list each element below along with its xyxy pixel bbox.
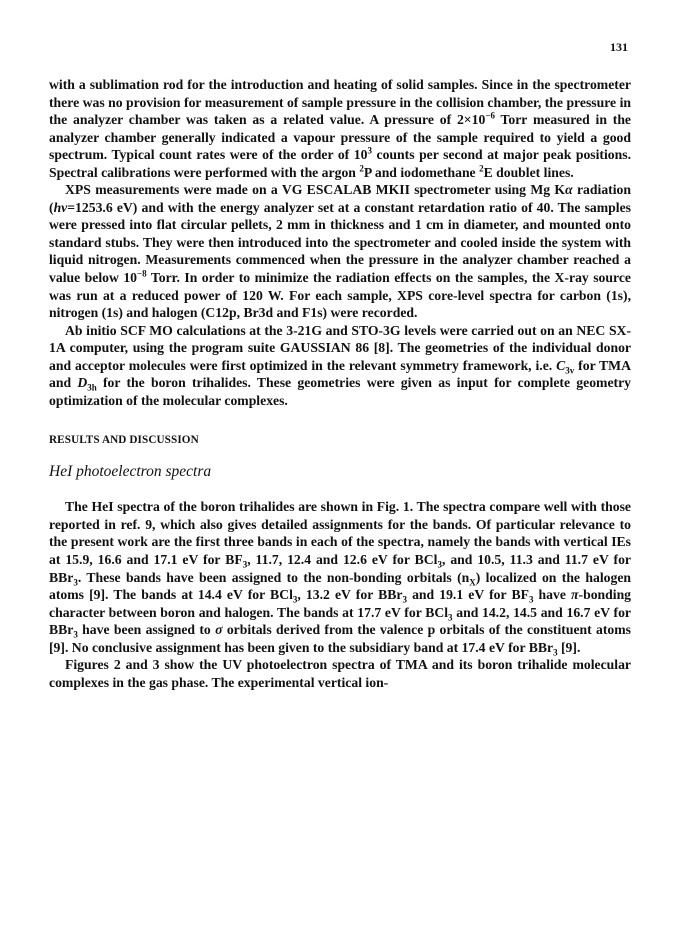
article-body <box>49 76 631 691</box>
paragraph-experimental-pes: with a sublimation rod for the introduction and heating of solid samples. Since in the spectrometer there was no provision for measurement of sample pressure in the collision chamber, the pressure in the analyzer chamber was taken as a related value. A pressure of $2\times 10^{-6}$ Torr measured in the analyzer chamber generally indicated a vapour pressure of the sample required to yield a good spectrum. Typical count rates were of the order of $10^3$ counts per second at major peak positions. Spectral calibrations were performed with the argon $^2$P and iodomethane $^2$E doublet lines. <box>49 77 632 180</box>
paragraph-ab-initio-calculations: Ab initio SCF MO calculations at the 3-21G and STO-3G levels were carried out on an NEC SX-1A computer, using the program suite GAUSSIAN 86 [8]. The geometries of the individual donor and acceptor molecules were first optimized in the relevant symmetry framework, i.e. $C_{3v}$ for TMA and $D_{3h}$ for the boron trihalides. These geometries were given as input for complete geometry optimization of the molecular complexes. <box>49 322 631 408</box>
paragraph-xps-measurements: XPS measurements were made on a VG ESCALAB MKII spectrometer using Mg Kα radiation (hν=1253.6 eV) and with the energy analyzer set at a constant retardation ratio of 40. The samples were pressed into flat circular pellets, 2 mm in thickness and 1 cm in diameter, and mounted onto standard stubs. They were then introduced into the spectrometer and cooled inside the system with liquid nitrogen. Measurements commenced when the pressure in the analyzer chamber reached a value below $10^{-8}$ Torr. In order to minimize the radiation effects on the samples, the X-ray source was run at a reduced power of 120 W. For each sample, XPS core-level spectra for carbon (1s), nitrogen (1s) and halogen (C12p, Br3d and F1s) were recorded. <box>49 182 631 321</box>
subsection-heading-hei-spectra: HeI photoelectron spectra <box>49 463 212 481</box>
page-number: 131 <box>610 40 628 54</box>
paragraph-uv-photoelectron: Figures 2 and 3 show the UV photoelectron spectra of TMA and its boron trihalide molecular complexes in the gas phase. The experimental vertical ion- <box>49 657 631 690</box>
section-heading-results: RESULTS AND DISCUSSION <box>49 434 199 447</box>
paragraph-hei-spectra: The HeI spectra of the boron trihalides are shown in Fig. 1. The spectra compare well with those reported in ref. 9, which also gives detailed assignments for the bands. Of particular relevance to the present work are the first three bands in each of the spectra, namely the bands with vertical IEs at 15.9, 16.6 and 17.1 eV for $BF_3$, 11.7, 12.4 and 12.6 eV for BCl$_3$, and 10.5, 11.3 and 11.7 eV for BBr$_3$. These bands have been assigned to the non-bonding orbitals $(n_X)$ localized on the halogen atoms [9]. The bands at 14.4 eV for BCl$_3$, 13.2 eV for BBr$_3$ and 19.1 eV for $BF_3$ have π-bonding character between boron and halogen. The bands at 17.7 eV for BCl$_3$ and 14.2, 14.5 and 16.7 eV for BBr$_3$ have been assigned to σ orbitals derived from the valence p orbitals of the constituent atoms [9]. No conclusive assignment has been given to the subsidiary band at 17.4 eV for BBr$_3$ [9]. <box>49 499 632 658</box>
